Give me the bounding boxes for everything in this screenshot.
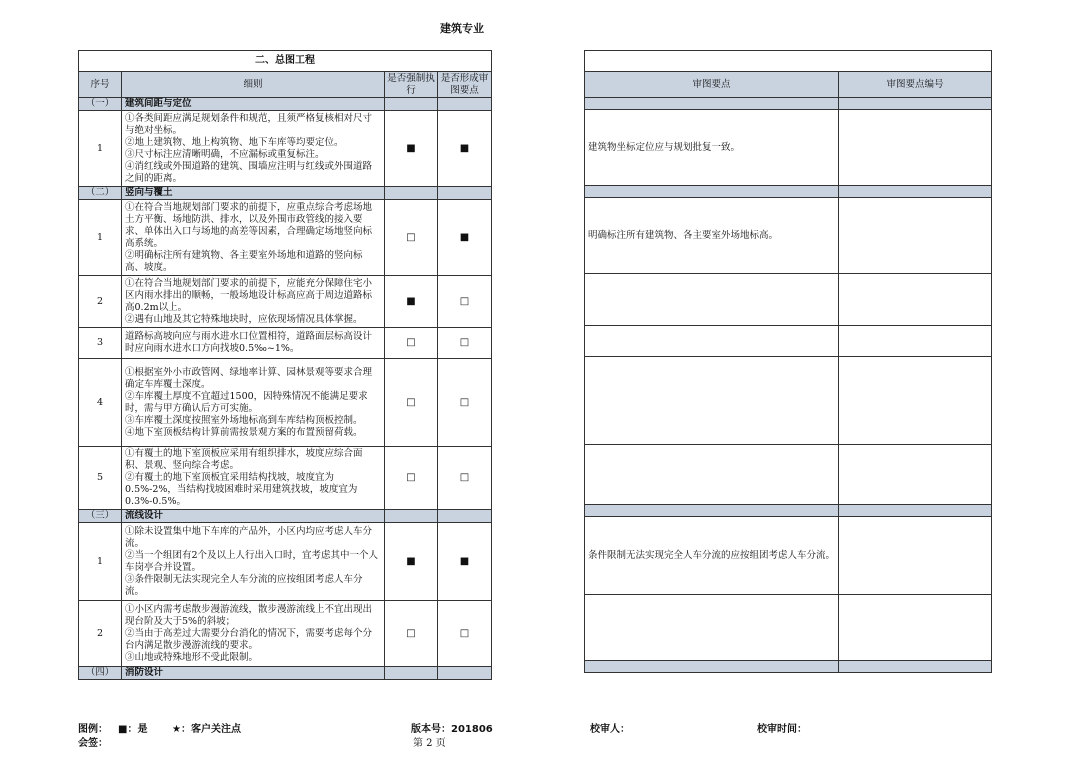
review-mark: □ xyxy=(438,359,492,447)
section-row xyxy=(79,98,492,111)
review-code xyxy=(839,326,992,357)
right-title-cell xyxy=(585,51,992,72)
review-point xyxy=(585,326,839,357)
review-point xyxy=(585,595,839,661)
row-detail: 道路标高坡向应与雨水进水口位置相符，道路面层标高设计时应向雨水进水口方向找坡0.5‰~1%。 xyxy=(122,328,385,359)
row-detail: ①各类间距应满足规划条件和规范，且须严格复核相对尺寸与绝对坐标。 ②地上建筑物、地上构筑物、地下车库等均要定位。 ③尺寸标注应清晰明确，不应漏标或重复标注。 ④消红线或外围道路的建筑、围墙应注明与红线或外围道路之间的距离。 xyxy=(122,111,385,187)
table-row xyxy=(79,523,492,601)
row-detail: ①有覆土的地下室顶板应采用有组织排水，坡度应综合面积、景观、竖向综合考虑。 ②有覆土的地下室顶板宜采用结构找坡，坡度宜为0.5%-2%，当结构找坡困难时采用建筑找坡，坡度宜为0.3%-0.5%。 xyxy=(122,447,385,510)
section-num: （一） xyxy=(79,98,122,111)
table-row xyxy=(585,326,992,357)
row-num: 1 xyxy=(79,523,122,601)
header-mandatory: 是否强制执行 xyxy=(385,72,438,98)
review-mark: ■ xyxy=(438,200,492,276)
review-code xyxy=(839,357,992,445)
table-row xyxy=(585,274,992,326)
table-row xyxy=(585,110,992,186)
review-time-label: 校审时间： xyxy=(757,724,807,735)
legend-focus: ★：客户关注点 xyxy=(172,724,241,735)
mandatory-mark: □ xyxy=(385,447,438,510)
review-code xyxy=(839,110,992,186)
mandatory-mark: ■ xyxy=(385,523,438,601)
mandatory-mark: □ xyxy=(385,200,438,276)
review-point: 建筑物坐标定位应与规划批复一致。 xyxy=(585,110,839,186)
review-mark: □ xyxy=(438,601,492,667)
mandatory-mark: □ xyxy=(385,328,438,359)
review-mark: □ xyxy=(438,328,492,359)
section-title: 建筑间距与定位 xyxy=(122,98,385,111)
row-num: 5 xyxy=(79,447,122,510)
reviewer-label: 校审人： xyxy=(590,724,630,735)
review-point: 明确标注所有建筑物、各主要室外场地标高。 xyxy=(585,198,839,274)
legend-is: ■：是 xyxy=(118,724,148,735)
section-row xyxy=(79,667,492,680)
section-num: （四） xyxy=(79,667,122,680)
page-number: 第 2 页 xyxy=(413,738,446,749)
table-row xyxy=(585,198,992,274)
row-detail: ①在符合当地规划部门要求的前提下，应重点综合考虑场地土方平衡、场地防洪、排水，以及外围市政管线的接入要求、单体出入口与场地的高差等因素，合理确定场地竖向标高系统。 ②明确标注所有建筑物、各主要室外场地和道路的竖向标高、坡度。 xyxy=(122,200,385,276)
version-label: 版本号：201806 xyxy=(411,724,493,735)
review-code xyxy=(839,198,992,274)
row-detail: ①除未设置集中地下车库的产品外，小区内均应考虑人车分流。 ②当一个组团有2个及以上人行出入口时，宜考虑其中一个人车岗亭合并设置。 ③条件限制无法实现完全人车分流的应按组团考虑人车分流。 xyxy=(122,523,385,601)
header-detail: 细则 xyxy=(122,72,385,98)
legend-label: 图例： xyxy=(78,724,108,735)
row-num: 2 xyxy=(79,276,122,328)
table-row xyxy=(79,328,492,359)
mandatory-mark: ■ xyxy=(385,111,438,187)
section-title: 竖向与覆土 xyxy=(122,187,385,200)
table-row xyxy=(585,595,992,661)
section-num: （二） xyxy=(79,187,122,200)
section-row xyxy=(79,187,492,200)
section-title: 流线设计 xyxy=(122,510,385,523)
review-mark: □ xyxy=(438,447,492,510)
table-row xyxy=(79,447,492,510)
table-title: 二、总图工程 xyxy=(79,51,492,72)
review-point xyxy=(585,445,839,505)
review-point xyxy=(585,274,839,326)
review-point: 条件限制无法实现完全人车分流的应按组团考虑人车分流。 xyxy=(585,517,839,595)
header-code: 审图要点编号 xyxy=(839,72,992,98)
table-row xyxy=(79,359,492,447)
row-num: 4 xyxy=(79,359,122,447)
table-row xyxy=(585,517,992,595)
table-row xyxy=(79,111,492,187)
table-row xyxy=(79,601,492,667)
table-row xyxy=(585,357,992,445)
row-num: 1 xyxy=(79,111,122,187)
review-mark: □ xyxy=(438,276,492,328)
mandatory-mark: ■ xyxy=(385,276,438,328)
row-num: 1 xyxy=(79,200,122,276)
row-num: 2 xyxy=(79,601,122,667)
left-table xyxy=(78,50,492,680)
countersign-label: 会签： xyxy=(78,738,108,749)
review-code xyxy=(839,445,992,505)
review-code xyxy=(839,595,992,661)
header-seq: 序号 xyxy=(79,72,122,98)
section-title: 消防设计 xyxy=(122,667,385,680)
mandatory-mark: □ xyxy=(385,359,438,447)
review-mark: ■ xyxy=(438,523,492,601)
row-detail: ①根据室外小市政管网、绿地率计算、园林景观等要求合理确定车库覆土深度。 ②车库覆土厚度不宜超过1500，因特殊情况不能满足要求时，需与甲方确认后方可实施。 ③车库覆土深度按照室外场地标高到车库结构顶板控制。 ④地下室顶板结构计算前需按景观方案的布置预留荷载。 xyxy=(122,359,385,447)
row-detail: ①在符合当地规划部门要求的前提下，应能充分保障住宅小区内雨水排出的顺畅，一般场地设计标高应高于周边道路标高0.2m以上。 ②遇有山地及其它特殊地块时，应依现场情况具体掌握。 xyxy=(122,276,385,328)
review-code xyxy=(839,517,992,595)
section-num: （三） xyxy=(79,510,122,523)
table-row xyxy=(79,276,492,328)
header-review: 是否形成审图要点 xyxy=(438,72,492,98)
page-header: 建筑专业 xyxy=(440,22,484,35)
row-num: 3 xyxy=(79,328,122,359)
table-row xyxy=(585,445,992,505)
right-table xyxy=(584,50,992,673)
header-point: 审图要点 xyxy=(585,72,839,98)
review-code xyxy=(839,274,992,326)
mandatory-mark: □ xyxy=(385,601,438,667)
row-detail: ①小区内需考虑散步漫游流线，散步漫游流线上不宜出现出现台阶及大于5%的斜坡； ②当由于高差过大需要分台消化的情况下，需要考虑每个分台内满足散步漫游流线的要求。 ③山地或特殊地形不受此限制。 xyxy=(122,601,385,667)
section-row xyxy=(79,510,492,523)
table-row xyxy=(79,200,492,276)
review-point xyxy=(585,357,839,445)
review-mark: ■ xyxy=(438,111,492,187)
